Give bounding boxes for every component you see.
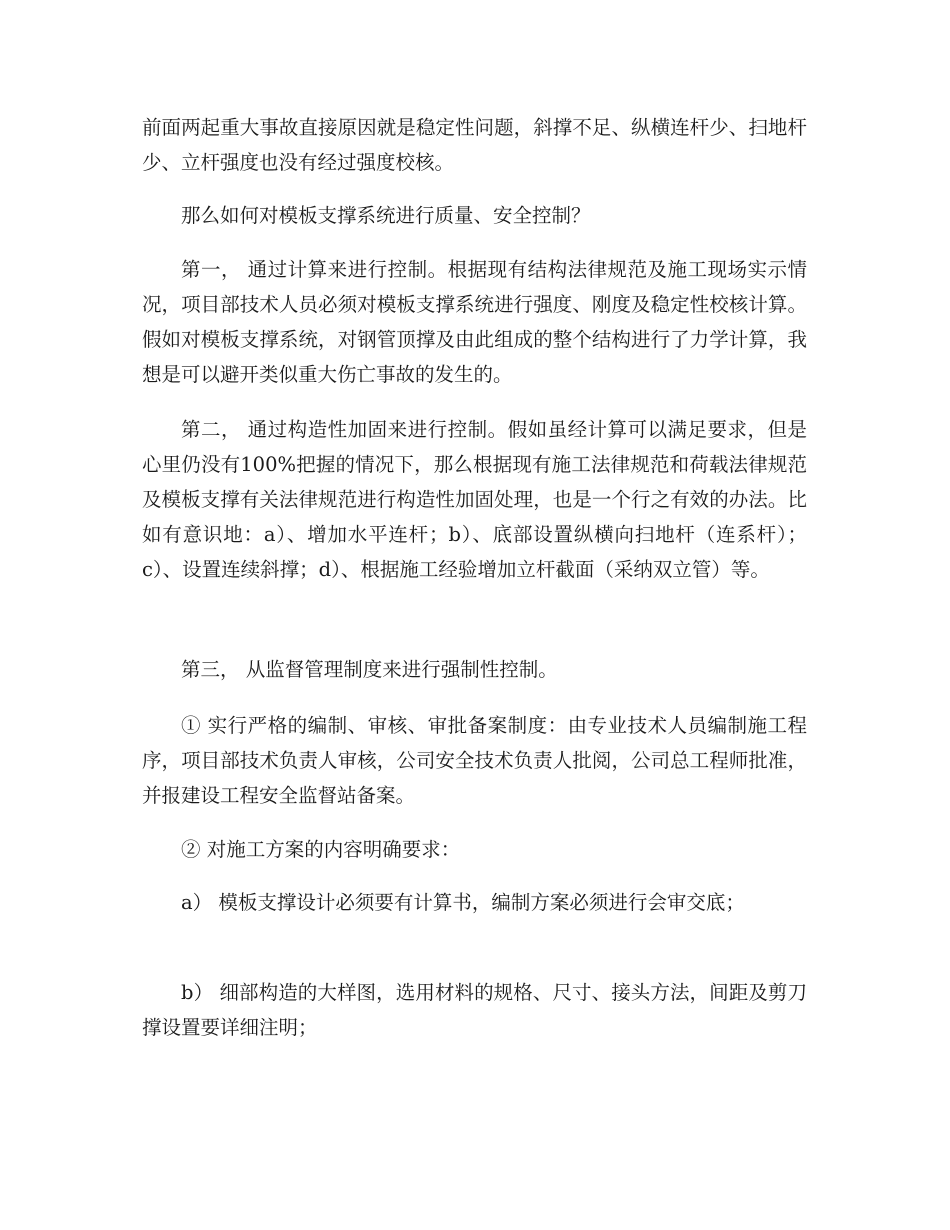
paragraph-item-a: a） 模板支撑设计必须要有计算书，编制方案必须进行会审交底； xyxy=(181,891,745,914)
paragraph-item-1: ① 实行严格的编制、审核、审批备案制度：由专业技术人员编制施工程序，项目部技术负责人审核，公司安全技术负责人批阅，公司总工程师批准，并报建设工程安全监督站备案。 xyxy=(142,714,807,807)
paragraph-third-supervision: 第三， 从监督管理制度来进行强制性控制。 xyxy=(181,658,558,681)
paragraph-item-b: b） 细部构造的大样图，选用材料的规格、尺寸、接头方法，间距及剪刀撑设置要详细注明； xyxy=(142,981,807,1039)
paragraph-second-reinforcement: 第二， 通过构造性加固来进行控制。假如虽经计算可以满足要求，但是心里仍没有100%把握的情况下，那么根据现有施工法律规范和荷载法律规范及模板支撑有关法律规范进行构造性加固处理，也是一个行之有效的办法。比如有意识地：a）、增加水平连杆；b）、底部设置纵横向扫地杆（连系杆）；c）、设置连续斜撑；d）、根据施工经验增加立杆截面（采纳双立管）等。 xyxy=(142,418,807,581)
paragraph-first-calculation: 第一， 通过计算来进行控制。根据现有结构法律规范及施工现场实示情况，项目部技术人员必须对模板支撑系统进行强度、刚度及稳定性校核计算。假如对模板支撑系统，对钢管顶撑及由此组成的整个结构进行了力学计算，我想是可以避开类似重大伤亡事故的发生的。 xyxy=(142,258,807,386)
paragraph-question: 那么如何对模板支撑系统进行质量、安全控制？ xyxy=(181,204,591,227)
paragraph-stability-cause: 前面两起重大事故直接原因就是稳定性问题，斜撑不足、纵横连杆少、扫地杆少、立杆强度也没有经过强度校核。 xyxy=(142,116,807,174)
paragraph-item-2: ② 对施工方案的内容明确要求： xyxy=(181,838,461,861)
